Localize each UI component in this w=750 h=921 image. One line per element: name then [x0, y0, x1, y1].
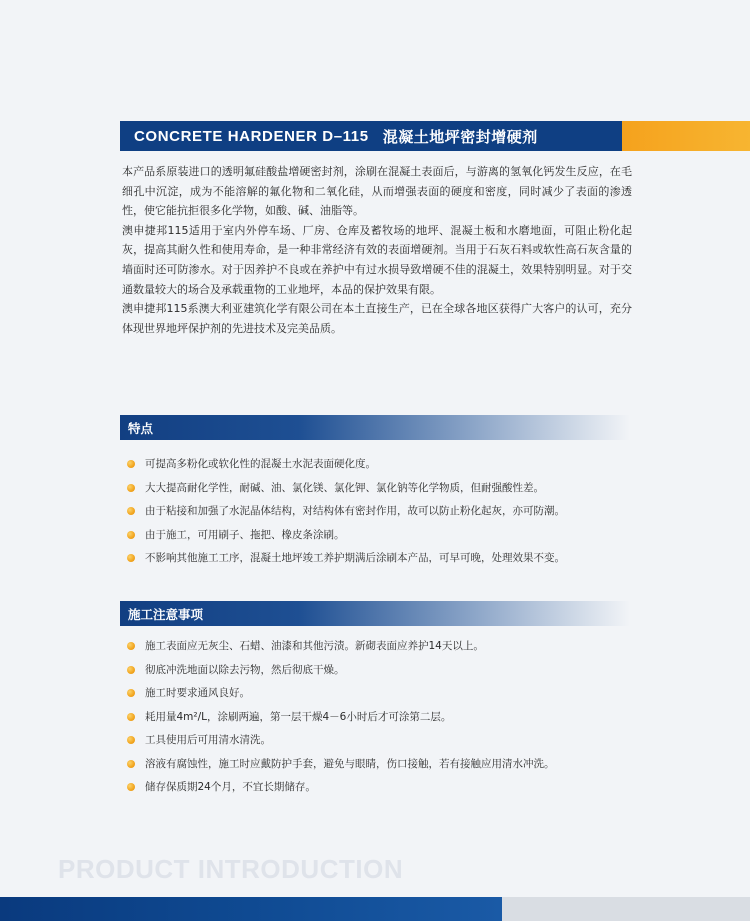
intro-text [122, 162, 632, 338]
bullet-icon [127, 666, 135, 674]
title-blue-block [120, 121, 622, 151]
intro-paragraph-1: 本产品系原装进口的透明氟硅酸盐增硬密封剂，涂刷在混凝土表面后，与游离的氢氧化钙发生反应，在毛细孔中沉淀，成为不能溶解的氟化物和二氧化硅，从而增强表面的硬度和密度，同时减少了表面的渗透性，使它能抗拒很多化学物，如酸、碱、油脂等。 [122, 165, 632, 218]
note-item-text: 施工时要求通风良好。 [145, 687, 250, 699]
feature-item-text: 可提高多粉化或软化性的混凝土水泥表面硬化度。 [145, 458, 376, 470]
notes-list [125, 638, 625, 803]
title-banner [120, 121, 750, 151]
feature-item-text: 由于施工，可用刷子、拖把、橡皮条涂刷。 [145, 528, 345, 541]
features-heading [120, 415, 630, 440]
note-item-text: 施工表面应无灰尘、石蜡、油漆和其他污渍。新砌表面应养护14天以上。 [145, 640, 484, 652]
footer-band-blue [0, 897, 502, 921]
footer-band [0, 897, 750, 921]
feature-item-text: 不影响其他施工工序，混凝土地坪竣工养护期满后涂刷本产品，可早可晚，处理效果不变。 [145, 552, 565, 564]
footer-title: PRODUCT INTRODUCTION [58, 854, 404, 884]
bullet-icon [127, 507, 135, 515]
feature-item [125, 550, 625, 574]
note-item [125, 709, 625, 733]
title-accent-block [622, 121, 750, 151]
bullet-icon [127, 554, 135, 562]
bullet-icon [127, 531, 135, 539]
bullet-icon [127, 642, 135, 650]
bullet-icon [127, 460, 135, 468]
bullet-icon [127, 760, 135, 768]
bullet-icon [127, 736, 135, 744]
note-item-text: 储存保质期24个月，不宜长期储存。 [145, 781, 316, 793]
feature-item-text: 大大提高耐化学性，耐碱、油、氯化镁、氯化钾、氯化钠等化学物质，但耐强酸性差。 [145, 481, 544, 494]
note-item [125, 732, 625, 756]
bullet-icon [127, 484, 135, 492]
bullet-icon [127, 713, 135, 721]
feature-item [125, 480, 625, 504]
features-heading-label: 特点 [128, 420, 154, 436]
notes-heading [120, 601, 630, 626]
intro-paragraph-2: 澳申捷邦115适用于室内外停车场、厂房、仓库及蓄牧场的地坪、混凝土板和水磨地面，可阻止粉化起灰，提高其耐久性和使用寿命，是一种非常经济有效的表面增硬剂。当用于石灰石料或软性高石灰含量的墙面时还可防渗水。对于因养护不良或在养护中有过水损导致增硬不佳的混凝土，效果特别明显。对于交通数量较大的场合及承载重物的工业地坪，本品的保护效果有限。 [122, 223, 632, 296]
note-item [125, 662, 625, 686]
note-item-text: 工具使用后可用清水清洗。 [145, 734, 271, 746]
title-chinese: 混凝土地坪密封增硬剂 [382, 128, 538, 146]
title-english: CONCRETE HARDENER D–115 [134, 127, 369, 145]
note-item [125, 756, 625, 780]
note-item-text: 彻底冲洗地面以除去污物，然后彻底干燥。 [145, 663, 345, 676]
features-list [125, 456, 625, 574]
note-item [125, 638, 625, 662]
bullet-icon [127, 783, 135, 791]
footer-band-light [502, 897, 750, 921]
feature-item [125, 503, 625, 527]
notes-heading-label: 施工注意事项 [128, 606, 204, 622]
intro-paragraph-3: 澳申捷邦115系澳大利亚建筑化学有限公司在本土直接生产，已在全球各地区获得广大客户的认可，充分体现世界地坪保护剂的先进技术及完美品质。 [122, 302, 632, 335]
bullet-icon [127, 689, 135, 697]
note-item [125, 685, 625, 709]
feature-item [125, 527, 625, 551]
note-item-text: 耗用量4m²/L，涂刷两遍，第一层干燥4－6小时后才可涂第二层。 [145, 710, 452, 723]
note-item-text: 溶液有腐蚀性，施工时应戴防护手套，避免与眼睛，伤口接触，若有接触应用清水冲洗。 [145, 757, 555, 770]
feature-item-text: 由于粘接和加强了水泥晶体结构，对结构体有密封作用，故可以防止粉化起灰，亦可防潮。 [145, 505, 565, 517]
note-item [125, 779, 625, 803]
feature-item [125, 456, 625, 480]
